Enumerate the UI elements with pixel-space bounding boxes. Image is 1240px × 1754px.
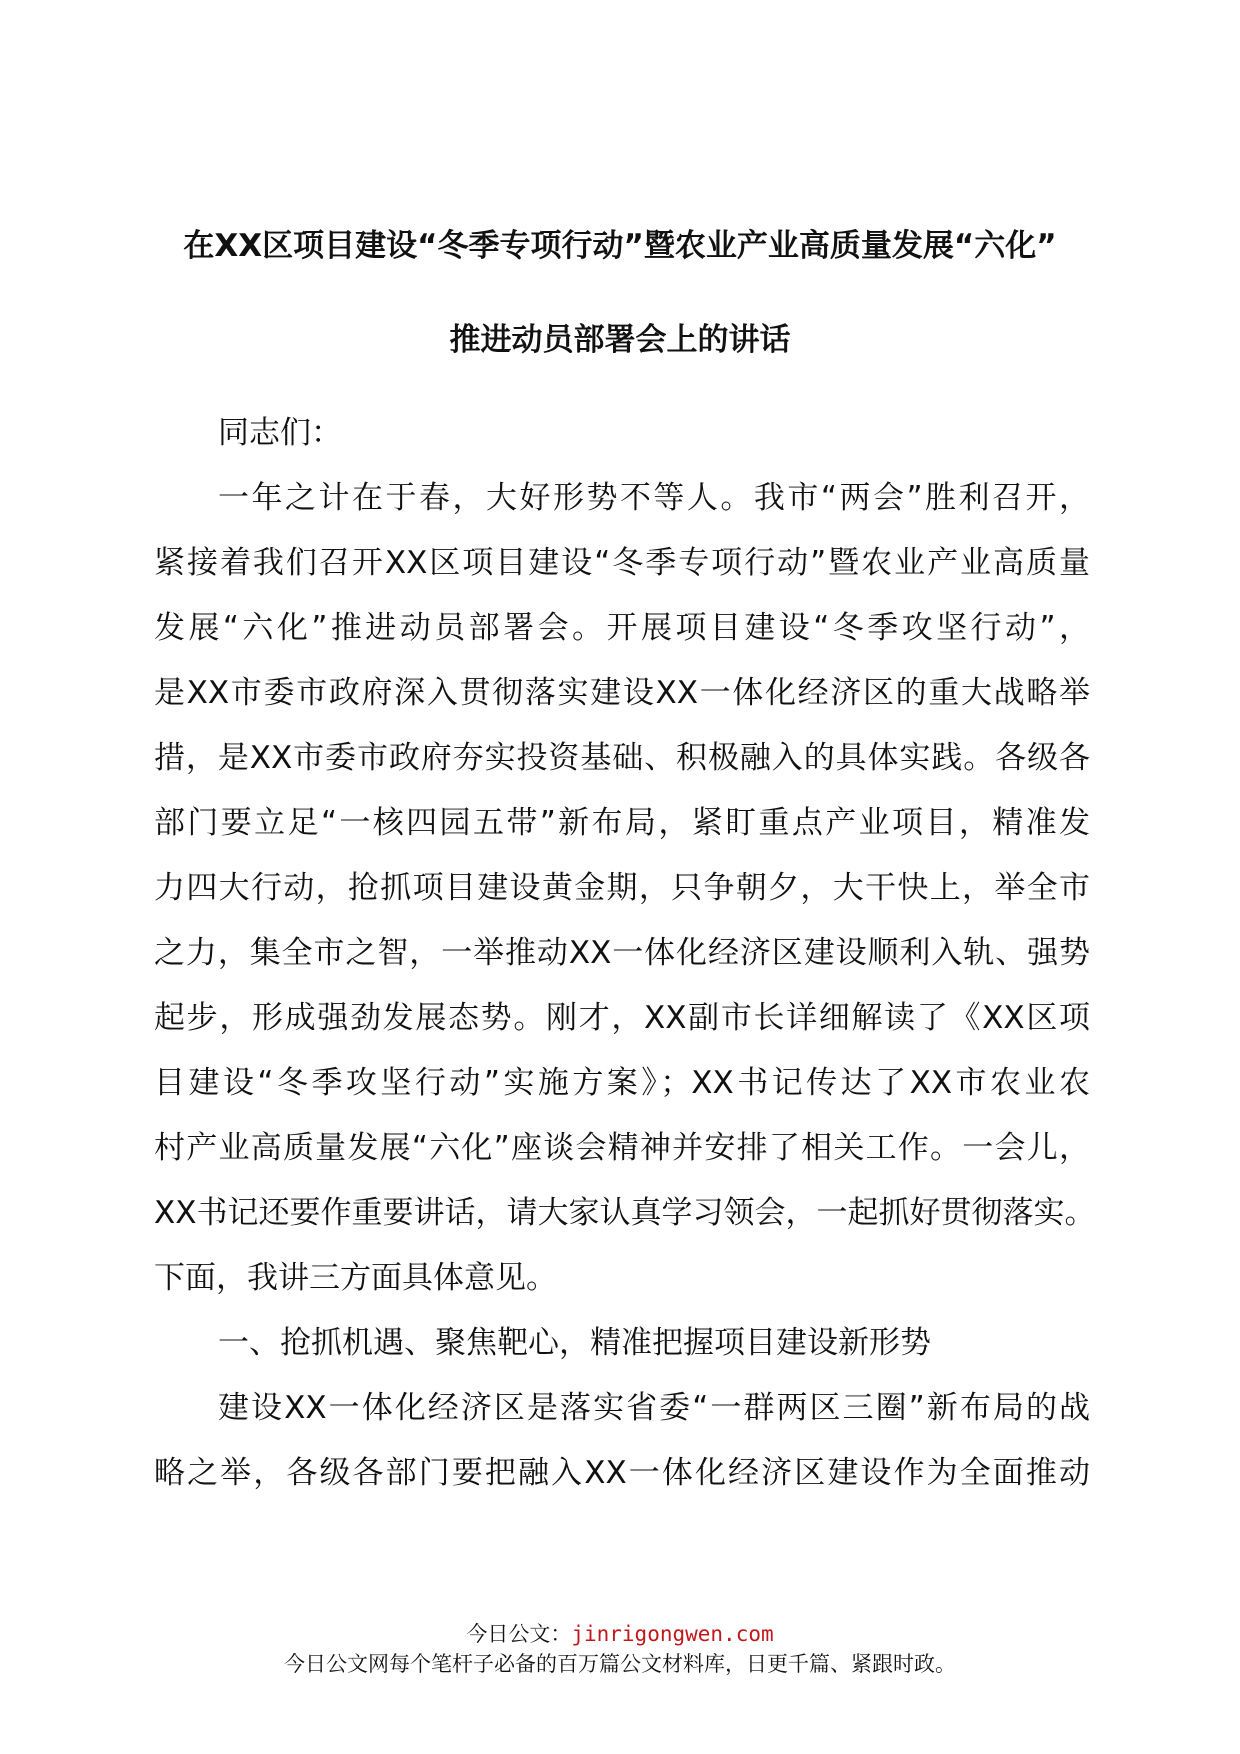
body-line: 之力，集全市之智，一举推动XX一体化经济区建设顺利入轨、强势 — [154, 935, 1090, 971]
footer-site-label: 今日公文： — [466, 1622, 572, 1646]
document-body — [154, 401, 1096, 1506]
body-line: 发展“六化”推进动员部署会。开展项目建设“冬季攻坚行动”， — [154, 610, 1090, 646]
footer-slogan: 今日公文网每个笔杆子必备的百万篇公文材料库，日更千篇、紧跟时政。 — [284, 1652, 956, 1676]
body-line: XX书记还要作重要讲话，请大家认真学习领会，一起抓好贯彻落实。 — [154, 1195, 1096, 1231]
body-line: 措，是XX市委市政府夯实投资基础、积极融入的具体实践。各级各 — [154, 740, 1090, 776]
body-line: 村产业高质量发展“六化”座谈会精神并安排了相关工作。一会儿， — [154, 1130, 1090, 1166]
footer-site-link[interactable]: jinrigongwen.com — [571, 1622, 774, 1646]
body-line: 紧接着我们召开XX区项目建设“冬季专项行动”暨农业产业高质量 — [154, 545, 1090, 581]
footer-site — [0, 1620, 1240, 1648]
body-line: 力四大行动，抢抓项目建设黄金期，只争朝夕，大干快上，举全市 — [154, 870, 1090, 906]
body-line: 一年之计在于春，大好形势不等人。我市“两会”胜利召开， — [218, 480, 1090, 516]
body-line: 略之举，各级各部门要把融入XX一体化经济区建设作为全面推动 — [154, 1455, 1090, 1491]
document-title-line-1: 在XX区项目建设“冬季专项行动”暨农业产业高质量发展“六化” — [183, 228, 1057, 264]
body-line: 建设XX一体化经济区是落实省委“一群两区三圈”新布局的战 — [218, 1390, 1090, 1426]
body-line: 起步，形成强劲发展态势。刚才，XX副市长详细解读了《XX区项 — [154, 1000, 1090, 1036]
document-title-line-2: 推进动员部署会上的讲话 — [449, 322, 791, 358]
body-line: 下面，我讲三方面具体意见。 — [154, 1260, 557, 1296]
body-line: 部门要立足“一核四园五带”新布局，紧盯重点产业项目，精准发 — [154, 805, 1090, 841]
body-line: 目建设“冬季攻坚行动”实施方案》；XX书记传达了XX市农业农 — [154, 1065, 1090, 1101]
body-line: 是XX市委市政府深入贯彻落实建设XX一体化经济区的重大战略举 — [154, 675, 1090, 711]
section-heading: 一、抢抓机遇、聚焦靶心，精准把握项目建设新形势 — [218, 1325, 931, 1361]
greeting: 同志们： — [218, 415, 342, 451]
